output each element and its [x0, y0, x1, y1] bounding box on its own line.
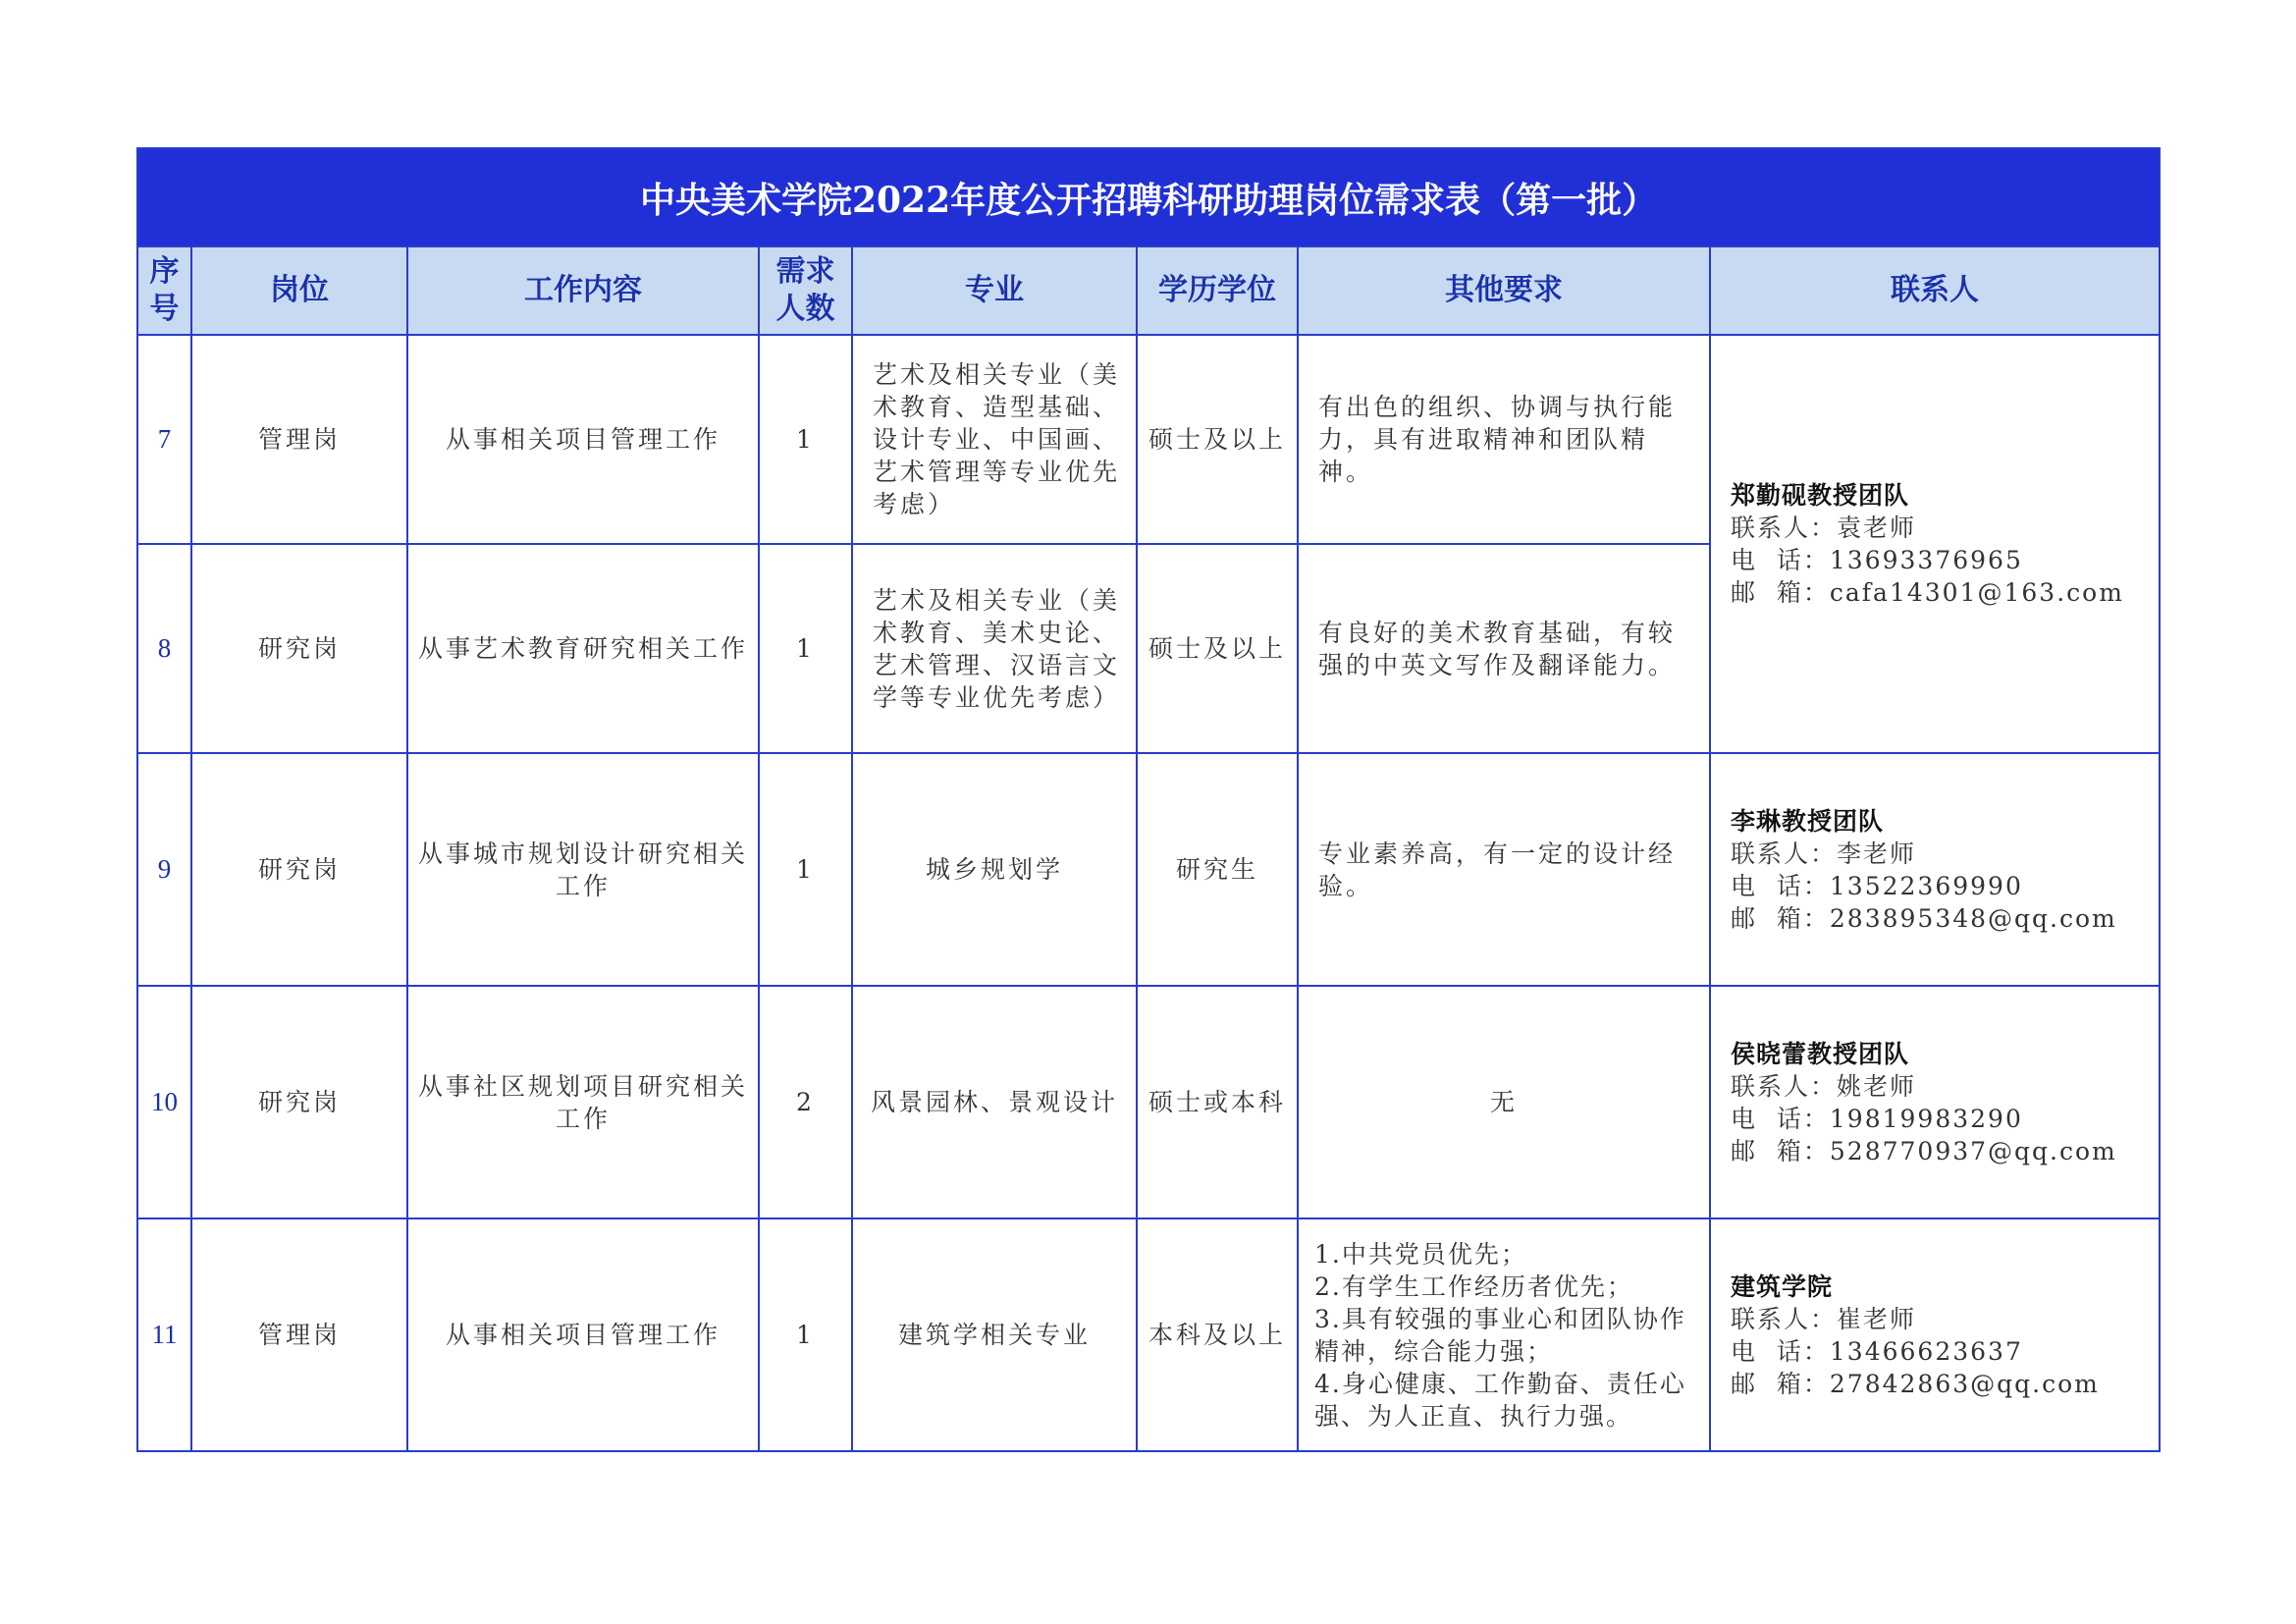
- requirement-item: 1.中共党员优先；: [1314, 1239, 1527, 1269]
- row-other: 专业素养高，有一定的设计经验。: [1298, 753, 1710, 986]
- requirement-item: 3.具有较强的事业心和团队协作精神，综合能力强；: [1314, 1304, 1686, 1366]
- contact-phone: 电 话：13466623637: [1731, 1336, 2023, 1366]
- row-position: 管理岗: [191, 1218, 407, 1451]
- row-count: 1: [759, 335, 852, 544]
- row-seq: 7: [137, 335, 191, 544]
- contact-email: 邮 箱：283895348@qq.com: [1731, 903, 2117, 933]
- row-duty: 从事艺术教育研究相关工作: [407, 544, 759, 753]
- row-seq: 10: [137, 986, 191, 1218]
- row-major: 城乡规划学: [852, 753, 1137, 986]
- header-other: 其他要求: [1298, 246, 1710, 335]
- row-major: 艺术及相关专业（美术教育、造型基础、设计专业、中国画、艺术管理等专业优先考虑）: [852, 335, 1137, 544]
- contact-person: 联系人：崔老师: [1731, 1304, 1917, 1333]
- table-row: [137, 335, 2160, 544]
- row-other: 有出色的组织、协调与执行能力，具有进取精神和团队精神。: [1298, 335, 1710, 544]
- contact-email: 邮 箱：cafa14301@163.com: [1731, 578, 2124, 607]
- contact-cell: [1710, 335, 2160, 753]
- row-position: 研究岗: [191, 753, 407, 986]
- contact-person: 联系人：李老师: [1731, 839, 1917, 868]
- row-position: 管理岗: [191, 335, 407, 544]
- recruitment-sheet: [136, 147, 2159, 1452]
- row-duty: 从事城市规划设计研究相关工作: [407, 753, 759, 986]
- contact-phone: 电 话：19819983290: [1731, 1104, 2023, 1133]
- table-row: [137, 986, 2160, 1218]
- row-major: 风景园林、景观设计: [852, 986, 1137, 1218]
- row-count: 1: [759, 1218, 852, 1451]
- contact-cell: [1710, 986, 2160, 1218]
- header-duty: 工作内容: [407, 246, 759, 335]
- row-seq: 8: [137, 544, 191, 753]
- position-table: [136, 147, 2161, 1452]
- contact-phone: 电 话：13693376965: [1731, 546, 2023, 574]
- table-row: [137, 1218, 2160, 1451]
- row-degree: 本科及以上: [1137, 1218, 1298, 1451]
- row-duty: 从事相关项目管理工作: [407, 1218, 759, 1451]
- contact-team: 郑勤砚教授团队: [1731, 481, 1910, 510]
- header-position: 岗位: [191, 246, 407, 335]
- row-degree: 研究生: [1137, 753, 1298, 986]
- contact-cell: [1710, 1218, 2160, 1451]
- contact-cell: [1710, 753, 2160, 986]
- header-seq: 序 号: [137, 246, 191, 335]
- requirement-item: 4.身心健康、工作勤奋、责任心强、为人正直、执行力强。: [1314, 1369, 1686, 1431]
- contact-team: 李琳教授团队: [1731, 806, 1885, 836]
- row-other-list: [1298, 1218, 1710, 1451]
- row-major: 建筑学相关专业: [852, 1218, 1137, 1451]
- row-position: 研究岗: [191, 986, 407, 1218]
- row-degree: 硕士及以上: [1137, 544, 1298, 753]
- header-degree: 学历学位: [1137, 246, 1298, 335]
- row-seq: 11: [137, 1218, 191, 1451]
- requirement-item: 2.有学生工作经历者优先；: [1314, 1272, 1633, 1301]
- header-count: 需求 人数: [759, 246, 852, 335]
- row-degree: 硕士及以上: [1137, 335, 1298, 544]
- contact-person: 联系人：姚老师: [1731, 1071, 1917, 1101]
- row-duty: 从事社区规划项目研究相关工作: [407, 986, 759, 1218]
- contact-phone: 电 话：13522369990: [1731, 871, 2023, 900]
- row-seq: 9: [137, 753, 191, 986]
- row-position: 研究岗: [191, 544, 407, 753]
- row-count: 1: [759, 544, 852, 753]
- contact-team: 侯晓蕾教授团队: [1731, 1039, 1910, 1068]
- table-row: [137, 753, 2160, 986]
- row-other: 无: [1298, 986, 1710, 1218]
- row-degree: 硕士或本科: [1137, 986, 1298, 1218]
- contact-email: 邮 箱：528770937@qq.com: [1731, 1136, 2117, 1165]
- row-count: 2: [759, 986, 852, 1218]
- row-major: 艺术及相关专业（美术教育、美术史论、艺术管理、汉语言文学等专业优先考虑）: [852, 544, 1137, 753]
- row-other: 有良好的美术教育基础，有较强的中英文写作及翻译能力。: [1298, 544, 1710, 753]
- contact-team: 建筑学院: [1731, 1272, 1834, 1301]
- row-count: 1: [759, 753, 852, 986]
- contact-email: 邮 箱：27842863@qq.com: [1731, 1369, 2100, 1398]
- contact-person: 联系人：袁老师: [1731, 514, 1917, 542]
- row-duty: 从事相关项目管理工作: [407, 335, 759, 544]
- header-major: 专业: [852, 246, 1137, 335]
- header-contact: 联系人: [1710, 246, 2160, 335]
- table-title: 中央美术学院2022年度公开招聘科研助理岗位需求表（第一批）: [137, 148, 2160, 246]
- header-row: [137, 246, 2160, 335]
